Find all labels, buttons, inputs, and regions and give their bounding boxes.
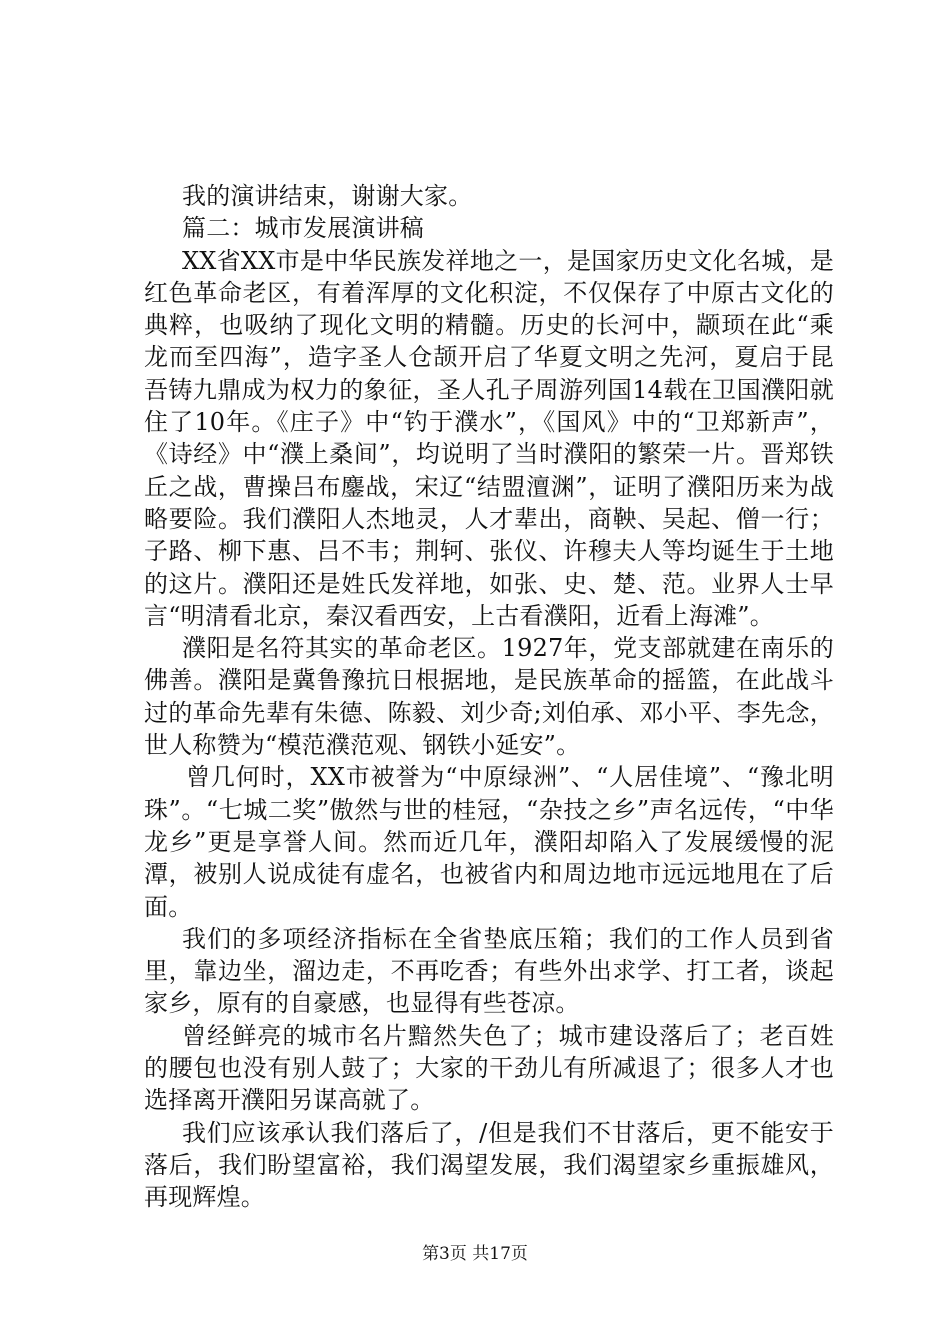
- decline-paragraph: 曾经鲜亮的城市名片黯然失色了；城市建设落后了；老百姓的腰包也没有别人鼓了；大家的干劲儿有所减退了；很多人才也选择离开濮阳另谋高就了。: [144, 1021, 834, 1115]
- history-paragraph: XX省XX市是中华民族发祥地之一，是国家历史文化名城，是红色革命老区，有着浑厚的文化积淀，不仅保存了中原古文化的典粹，也吸纳了现化文明的精髓。历史的长河中，颛顼在此“乘龙而至四海”，造字圣人仓颉开启了华夏文明之先河，夏启于昆吾铸九鼎成为权力的象征，圣人孔子周游列国14载在卫国濮阳就住了10年。《庄子》中“钓于濮水”，《国风》中的“卫郑新声”，《诗经》中“濮上桑间”，均说明了当时濮阳的繁荣一片。晋郑铁丘之战，曹操吕布鏖战，宋辽“结盟澶渊”，证明了濮阳历来为战略要险。我们濮阳人杰地灵，人才辈出，商鞅、吴起、僧一行；子路、柳下惠、吕不韦；荆轲、张仪、许穆夫人等均诞生于土地的这片。濮阳还是姓氏发祥地，如张、史、楚、范。业界人士早言“明清看北京，秦汉看西安，上古看濮阳，近看上海滩”。: [144, 246, 834, 630]
- page-number-footer: 第3页 共17页: [422, 1244, 528, 1264]
- revolution-paragraph: 濮阳是名符其实的革命老区。1927年，党支部就建在南乐的佛善。濮阳是冀鲁豫抗日根据地，是民族革命的摇篮，在此战斗过的革命先辈有朱德、陈毅、刘少奇;刘伯承、邓小平、李先念，世人称赞为“模范濮范观、钢铁小延安”。: [144, 634, 834, 760]
- closing-paragraph: 我的演讲结束，谢谢大家。: [182, 182, 473, 210]
- hope-paragraph: 我们应该承认我们落后了，/但是我们不甘落后，更不能安于落后，我们盼望富裕，我们渴望发展，我们渴望家乡重振雄风，再现辉煌。: [144, 1118, 834, 1212]
- section-heading: 篇二：城市发展演讲稿: [182, 214, 424, 243]
- reputation-paragraph: 曾几何时，XX市被誉为“中原绿洲”、“人居佳境”、“豫北明珠”。“七城二奖”傲然与世的桂冠，“杂技之乡”声名远传，“中华龙乡”更是享誉人间。然而近几年，濮阳却陷入了发展缓慢的泥潭，被别人说成徒有虚名，也被省内和周边地市远远地甩在了后面。: [144, 763, 834, 921]
- document-body: [144, 180, 834, 1214]
- economy-paragraph: 我们的多项经济指标在全省垫底压箱；我们的工作人员到省里，靠边坐，溜边走，不再吃香；有些外出求学、打工者，谈起家乡，原有的自豪感，也显得有些苍凉。: [144, 924, 834, 1018]
